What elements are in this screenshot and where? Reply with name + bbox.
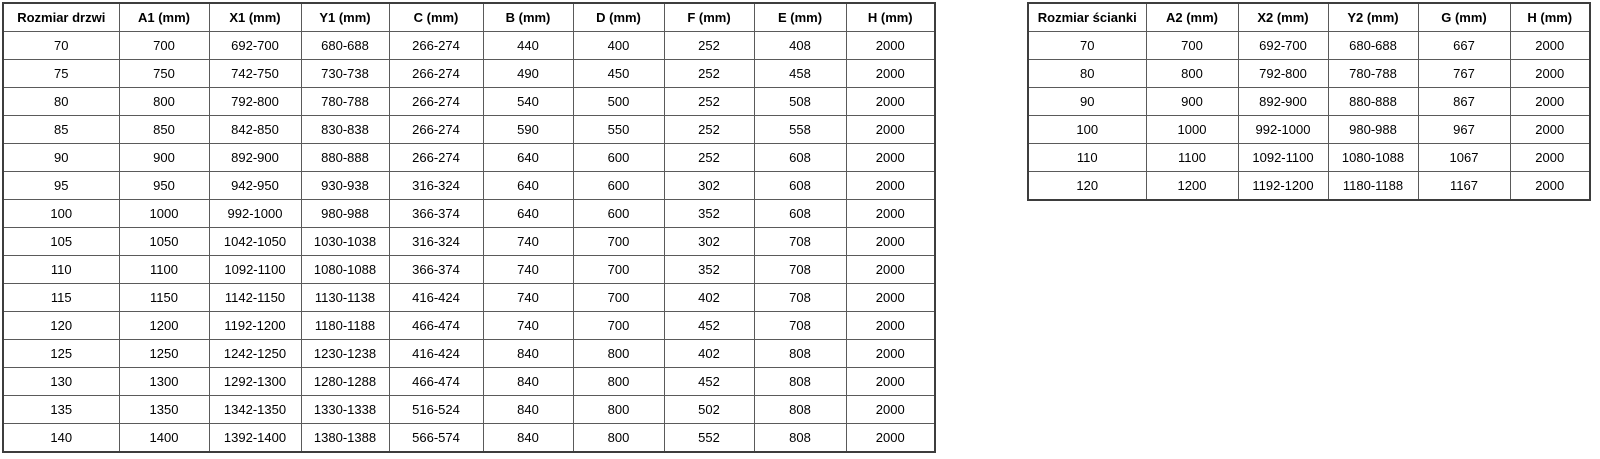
table-cell: 950 — [119, 172, 209, 200]
table-cell: 1192-1200 — [209, 312, 301, 340]
table-cell: 1250 — [119, 340, 209, 368]
table-cell: 2000 — [846, 340, 935, 368]
column-header: D (mm) — [573, 3, 664, 32]
table-row — [3, 340, 935, 368]
table-cell: 540 — [483, 88, 573, 116]
table-cell: 302 — [664, 228, 754, 256]
table-cell: 85 — [3, 116, 119, 144]
table-cell: 452 — [664, 312, 754, 340]
door-table-body — [3, 32, 935, 453]
table-cell: 2000 — [846, 172, 935, 200]
table-cell: 2000 — [1510, 60, 1590, 88]
table-cell: 2000 — [846, 116, 935, 144]
table-cell: 70 — [1028, 32, 1146, 60]
table-cell: 1080-1088 — [1328, 144, 1418, 172]
table-cell: 2000 — [846, 200, 935, 228]
table-cell: 980-988 — [1328, 116, 1418, 144]
table-cell: 740 — [483, 312, 573, 340]
table-cell: 808 — [754, 340, 846, 368]
table-cell: 1280-1288 — [301, 368, 389, 396]
table-cell: 550 — [573, 116, 664, 144]
table-cell: 700 — [573, 228, 664, 256]
table-cell: 800 — [573, 424, 664, 453]
table-cell: 416-424 — [389, 340, 483, 368]
table-cell: 2000 — [846, 284, 935, 312]
column-header: A2 (mm) — [1146, 3, 1238, 32]
table-cell: 1400 — [119, 424, 209, 453]
table-cell: 1342-1350 — [209, 396, 301, 424]
table-cell: 266-274 — [389, 144, 483, 172]
table-cell: 1350 — [119, 396, 209, 424]
table-cell: 252 — [664, 116, 754, 144]
column-header: Rozmiar ścianki — [1028, 3, 1146, 32]
table-cell: 800 — [573, 340, 664, 368]
table-cell: 2000 — [1510, 144, 1590, 172]
table-cell: 1330-1338 — [301, 396, 389, 424]
column-header: E (mm) — [754, 3, 846, 32]
table-cell: 1167 — [1418, 172, 1510, 201]
table-cell: 508 — [754, 88, 846, 116]
table-cell: 667 — [1418, 32, 1510, 60]
table-cell: 640 — [483, 200, 573, 228]
table-cell: 1300 — [119, 368, 209, 396]
table-cell: 100 — [3, 200, 119, 228]
table-cell: 608 — [754, 172, 846, 200]
table-cell: 402 — [664, 284, 754, 312]
table-cell: 1050 — [119, 228, 209, 256]
table-cell: 692-700 — [1238, 32, 1328, 60]
door-table-head — [3, 3, 935, 32]
table-cell: 302 — [664, 172, 754, 200]
table-cell: 2000 — [1510, 32, 1590, 60]
table-cell: 452 — [664, 368, 754, 396]
table-cell: 600 — [573, 172, 664, 200]
table-cell: 2000 — [846, 368, 935, 396]
table-cell: 95 — [3, 172, 119, 200]
table-row — [3, 172, 935, 200]
table-cell: 352 — [664, 256, 754, 284]
column-header: Rozmiar drzwi — [3, 3, 119, 32]
column-header: H (mm) — [846, 3, 935, 32]
table-cell: 366-374 — [389, 200, 483, 228]
table-row — [3, 368, 935, 396]
table-cell: 808 — [754, 396, 846, 424]
table-row — [3, 32, 935, 60]
column-header: H (mm) — [1510, 3, 1590, 32]
table-cell: 1380-1388 — [301, 424, 389, 453]
table-cell: 942-950 — [209, 172, 301, 200]
table-cell: 1000 — [1146, 116, 1238, 144]
table-cell: 316-324 — [389, 228, 483, 256]
table-cell: 466-474 — [389, 312, 483, 340]
table-cell: 767 — [1418, 60, 1510, 88]
table-cell: 252 — [664, 32, 754, 60]
table-cell: 120 — [1028, 172, 1146, 201]
table-cell: 708 — [754, 228, 846, 256]
table-cell: 402 — [664, 340, 754, 368]
table-cell: 458 — [754, 60, 846, 88]
table-cell: 700 — [573, 256, 664, 284]
table-cell: 1130-1138 — [301, 284, 389, 312]
column-header: G (mm) — [1418, 3, 1510, 32]
table-cell: 1292-1300 — [209, 368, 301, 396]
table-cell: 680-688 — [301, 32, 389, 60]
table-cell: 992-1000 — [1238, 116, 1328, 144]
table-cell: 600 — [573, 144, 664, 172]
table-cell: 608 — [754, 200, 846, 228]
table-cell: 700 — [119, 32, 209, 60]
table-cell: 880-888 — [301, 144, 389, 172]
table-row — [3, 424, 935, 453]
table-cell: 1080-1088 — [301, 256, 389, 284]
table-cell: 2000 — [846, 228, 935, 256]
table-cell: 2000 — [846, 32, 935, 60]
table-cell: 1000 — [119, 200, 209, 228]
table-cell: 892-900 — [209, 144, 301, 172]
table-cell: 680-688 — [1328, 32, 1418, 60]
table-cell: 1100 — [1146, 144, 1238, 172]
table-cell: 2000 — [846, 144, 935, 172]
table-row — [1028, 116, 1590, 144]
table-cell: 2000 — [846, 396, 935, 424]
table-row — [3, 88, 935, 116]
wall-table-body — [1028, 32, 1590, 201]
door-dimensions-table — [2, 2, 936, 453]
table-cell: 740 — [483, 228, 573, 256]
column-header: F (mm) — [664, 3, 754, 32]
table-cell: 808 — [754, 368, 846, 396]
table-cell: 2000 — [1510, 172, 1590, 201]
column-header: Y1 (mm) — [301, 3, 389, 32]
table-cell: 1100 — [119, 256, 209, 284]
table-cell: 800 — [573, 396, 664, 424]
table-cell: 70 — [3, 32, 119, 60]
table-cell: 252 — [664, 60, 754, 88]
table-cell: 408 — [754, 32, 846, 60]
table-cell: 552 — [664, 424, 754, 453]
wall-table-head — [1028, 3, 1590, 32]
table-cell: 1150 — [119, 284, 209, 312]
table-cell: 750 — [119, 60, 209, 88]
table-cell: 120 — [3, 312, 119, 340]
table-cell: 490 — [483, 60, 573, 88]
table-cell: 400 — [573, 32, 664, 60]
table-cell: 980-988 — [301, 200, 389, 228]
table-cell: 900 — [119, 144, 209, 172]
column-header: C (mm) — [389, 3, 483, 32]
table-cell: 450 — [573, 60, 664, 88]
table-cell: 2000 — [846, 312, 935, 340]
column-header: Y2 (mm) — [1328, 3, 1418, 32]
table-cell: 640 — [483, 172, 573, 200]
table-cell: 252 — [664, 144, 754, 172]
table-cell: 100 — [1028, 116, 1146, 144]
table-cell: 892-900 — [1238, 88, 1328, 116]
table-row — [3, 200, 935, 228]
table-cell: 1180-1188 — [1328, 172, 1418, 201]
table-row — [1028, 60, 1590, 88]
table-cell: 708 — [754, 256, 846, 284]
table-cell: 842-850 — [209, 116, 301, 144]
table-cell: 742-750 — [209, 60, 301, 88]
column-header: A1 (mm) — [119, 3, 209, 32]
table-cell: 1242-1250 — [209, 340, 301, 368]
table-cell: 105 — [3, 228, 119, 256]
table-cell: 708 — [754, 312, 846, 340]
table-row — [1028, 88, 1590, 116]
table-cell: 692-700 — [209, 32, 301, 60]
table-cell: 590 — [483, 116, 573, 144]
column-header: X2 (mm) — [1238, 3, 1328, 32]
table-row — [3, 256, 935, 284]
table-cell: 130 — [3, 368, 119, 396]
table-cell: 466-474 — [389, 368, 483, 396]
table-cell: 800 — [573, 368, 664, 396]
table-cell: 780-788 — [1328, 60, 1418, 88]
table-cell: 2000 — [1510, 88, 1590, 116]
table-cell: 830-838 — [301, 116, 389, 144]
table-cell: 80 — [3, 88, 119, 116]
table-cell: 266-274 — [389, 116, 483, 144]
column-header: X1 (mm) — [209, 3, 301, 32]
table-cell: 2000 — [846, 256, 935, 284]
table-cell: 1092-1100 — [209, 256, 301, 284]
table-cell: 1030-1038 — [301, 228, 389, 256]
table-row — [1028, 32, 1590, 60]
table-cell: 366-374 — [389, 256, 483, 284]
table-cell: 840 — [483, 396, 573, 424]
table-cell: 730-738 — [301, 60, 389, 88]
table-cell: 110 — [3, 256, 119, 284]
table-cell: 90 — [3, 144, 119, 172]
table-cell: 558 — [754, 116, 846, 144]
table-cell: 840 — [483, 368, 573, 396]
table-cell: 90 — [1028, 88, 1146, 116]
table-cell: 900 — [1146, 88, 1238, 116]
table-cell: 608 — [754, 144, 846, 172]
table-cell: 930-938 — [301, 172, 389, 200]
table-cell: 140 — [3, 424, 119, 453]
table-cell: 352 — [664, 200, 754, 228]
table-cell: 115 — [3, 284, 119, 312]
table-row — [1028, 172, 1590, 201]
table-cell: 1200 — [1146, 172, 1238, 201]
table-cell: 1230-1238 — [301, 340, 389, 368]
table-cell: 1092-1100 — [1238, 144, 1328, 172]
table-cell: 867 — [1418, 88, 1510, 116]
table-cell: 992-1000 — [209, 200, 301, 228]
table-cell: 1042-1050 — [209, 228, 301, 256]
table-cell: 566-574 — [389, 424, 483, 453]
table-cell: 740 — [483, 256, 573, 284]
table-cell: 840 — [483, 340, 573, 368]
table-cell: 792-800 — [1238, 60, 1328, 88]
table-cell: 740 — [483, 284, 573, 312]
table-cell: 708 — [754, 284, 846, 312]
table-cell: 440 — [483, 32, 573, 60]
header-row — [1028, 3, 1590, 32]
table-cell: 500 — [573, 88, 664, 116]
table-row — [3, 284, 935, 312]
table-cell: 266-274 — [389, 88, 483, 116]
table-cell: 416-424 — [389, 284, 483, 312]
table-cell: 135 — [3, 396, 119, 424]
table-cell: 502 — [664, 396, 754, 424]
table-row — [3, 116, 935, 144]
table-cell: 800 — [1146, 60, 1238, 88]
header-row — [3, 3, 935, 32]
table-row — [3, 312, 935, 340]
table-cell: 700 — [573, 312, 664, 340]
table-cell: 125 — [3, 340, 119, 368]
table-cell: 516-524 — [389, 396, 483, 424]
table-cell: 800 — [119, 88, 209, 116]
table-cell: 110 — [1028, 144, 1146, 172]
table-cell: 967 — [1418, 116, 1510, 144]
table-cell: 1392-1400 — [209, 424, 301, 453]
table-cell: 880-888 — [1328, 88, 1418, 116]
table-cell: 2000 — [846, 60, 935, 88]
table-cell: 808 — [754, 424, 846, 453]
table-cell: 80 — [1028, 60, 1146, 88]
table-cell: 252 — [664, 88, 754, 116]
table-cell: 1180-1188 — [301, 312, 389, 340]
table-cell: 700 — [573, 284, 664, 312]
table-cell: 2000 — [846, 424, 935, 453]
table-row — [3, 228, 935, 256]
table-cell: 600 — [573, 200, 664, 228]
table-row — [3, 60, 935, 88]
wall-dimensions-table — [1027, 2, 1591, 201]
table-cell: 840 — [483, 424, 573, 453]
table-cell: 700 — [1146, 32, 1238, 60]
table-cell: 75 — [3, 60, 119, 88]
table-cell: 780-788 — [301, 88, 389, 116]
table-cell: 1067 — [1418, 144, 1510, 172]
table-cell: 1142-1150 — [209, 284, 301, 312]
table-cell: 640 — [483, 144, 573, 172]
table-row — [3, 144, 935, 172]
table-cell: 2000 — [1510, 116, 1590, 144]
table-cell: 850 — [119, 116, 209, 144]
column-header: B (mm) — [483, 3, 573, 32]
table-cell: 1200 — [119, 312, 209, 340]
table-cell: 2000 — [846, 88, 935, 116]
table-row — [1028, 144, 1590, 172]
table-cell: 1192-1200 — [1238, 172, 1328, 201]
table-cell: 316-324 — [389, 172, 483, 200]
table-cell: 266-274 — [389, 32, 483, 60]
table-cell: 792-800 — [209, 88, 301, 116]
table-row — [3, 396, 935, 424]
table-cell: 266-274 — [389, 60, 483, 88]
